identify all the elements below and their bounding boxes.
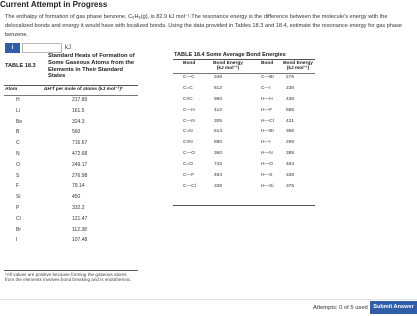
- table-row: [173, 117, 315, 128]
- heat-of-formation-value: 217.89: [72, 97, 88, 103]
- table-row: [4, 128, 138, 139]
- heat-of-formation-value: 332.2: [72, 204, 85, 211]
- atom-symbol: S: [16, 172, 20, 179]
- atom-symbol: F: [16, 183, 20, 190]
- table-18-4-header-bond: Bond: [261, 61, 274, 66]
- table-row: [173, 73, 315, 84]
- table-row: [4, 96, 138, 107]
- atom-symbol: Be: [16, 118, 23, 125]
- table-row: [4, 204, 138, 215]
- table-row: [173, 171, 315, 182]
- atom-symbol: P: [16, 204, 20, 211]
- table-row: [173, 84, 315, 95]
- atom-symbol: O: [16, 161, 20, 168]
- heat-of-formation-value: 112.38: [72, 226, 87, 233]
- table-row: [4, 161, 138, 172]
- heat-of-formation-value: 79.14: [72, 183, 85, 190]
- bond-name: C—N: [183, 118, 195, 124]
- table-row: [4, 118, 138, 129]
- bond-energy-value: 565: [286, 107, 295, 113]
- atom-symbol: Cl: [16, 215, 21, 222]
- atom-symbol: Li: [16, 107, 20, 114]
- table-row: [4, 139, 138, 150]
- atom-symbol: C: [16, 140, 20, 147]
- bond-energy-value: 276: [286, 75, 295, 80]
- bond-name: C≡C: [183, 96, 193, 102]
- bond-name: C—F: [183, 173, 195, 179]
- bond-name: C=C: [183, 85, 193, 91]
- bond-energy-value: 338: [286, 173, 295, 179]
- bond-name: H—Cl: [261, 118, 274, 124]
- bond-energy-value: 484: [214, 173, 223, 179]
- table-row: [173, 106, 315, 117]
- bond-energy-value: 388: [286, 151, 295, 157]
- table-18-4-rule: [173, 59, 315, 60]
- heat-of-formation-value: 276.98: [72, 172, 88, 179]
- bond-energy-value: 299: [286, 140, 295, 146]
- table-row: [4, 193, 138, 204]
- answer-input[interactable]: [22, 43, 62, 53]
- bond-energy-value: 431: [286, 118, 295, 124]
- bond-energy-value: 348: [214, 75, 223, 80]
- table-18-3-title: Standard Heats of Formation of Some Gaseous Atoms from the Elements in Their Standard States: [48, 53, 135, 80]
- bond-name: C—Br: [261, 75, 275, 80]
- bond-name: H—Si: [261, 183, 274, 189]
- atom-symbol: Si: [16, 194, 21, 201]
- footer-divider: [0, 299, 417, 300]
- bond-name: C=O: [183, 162, 193, 168]
- question-text: The enthalpy of formation of gas phase benzene, C₆H₆(g), is 82.9 kJ mol⁻¹.The resonance energy is the difference between the molecule's energy with the delocalized bonds and energy it would have with localized bonds. Using the data provided in Tables 18.3 and 18.4, estimate the resonance energy for gas phase benzene.: [5, 14, 403, 38]
- table-row: [173, 149, 315, 160]
- answer-unit: kJ: [65, 45, 71, 51]
- table-row: [4, 236, 138, 247]
- bond-energy-value: 743: [214, 162, 223, 168]
- table-18-4-header-energy: Bond Energy (kJ mol⁻¹): [213, 61, 243, 72]
- heat-of-formation-value: 472.68: [72, 150, 88, 157]
- bond-name: C—C: [183, 75, 195, 80]
- bond-energy-value: 890: [214, 140, 223, 146]
- bond-name: C—Cl: [183, 183, 196, 189]
- bond-name: H—O: [261, 162, 273, 168]
- table-row: [173, 95, 315, 106]
- table-row: [4, 226, 138, 237]
- bond-energy-value: 305: [214, 118, 223, 124]
- bond-name: C—O: [183, 151, 195, 157]
- attempts-counter: Attempts: 0 of 5 used: [313, 305, 368, 311]
- bond-name: C=N: [183, 129, 193, 135]
- table-18-3-header-value: ΔH°f per mole of atoms (kJ mol⁻¹)*: [44, 87, 123, 92]
- heat-of-formation-value: 107.48: [72, 237, 88, 244]
- table-18-4-title: TABLE 18.4 Some Average Bond Energies: [174, 52, 286, 58]
- bond-energy-value: 376: [286, 183, 295, 189]
- table-row: [173, 160, 315, 171]
- bond-name: H—I: [261, 140, 271, 146]
- table-18-3-label: TABLE 18.3: [5, 63, 36, 69]
- heat-of-formation-value: 324.3: [72, 118, 85, 125]
- table-row: [173, 138, 315, 149]
- page-title: Current Attempt in Progress: [0, 0, 108, 9]
- info-button[interactable]: i: [5, 43, 20, 53]
- bond-name: H—N: [261, 151, 273, 157]
- table-row: [4, 107, 138, 118]
- heat-of-formation-value: 121.47: [72, 215, 88, 222]
- bond-energy-value: 360: [214, 151, 223, 157]
- bond-name: H—H: [261, 96, 273, 102]
- atom-symbol: Br: [16, 226, 21, 233]
- bond-name: H—Br: [261, 129, 275, 135]
- bond-name: C—H: [183, 107, 195, 113]
- table-row: [4, 182, 138, 193]
- bond-name: H—F: [261, 107, 273, 113]
- atom-symbol: I: [16, 237, 18, 244]
- bond-energy-value: 960: [214, 96, 223, 102]
- bond-name: H—S: [261, 173, 273, 179]
- atom-symbol: H: [16, 97, 20, 103]
- bond-energy-value: 238: [286, 85, 295, 91]
- submit-answer-button[interactable]: Submit Answer: [370, 301, 417, 314]
- table-row: [173, 182, 315, 193]
- bond-energy-value: 612: [214, 85, 223, 91]
- heat-of-formation-value: 161.5: [72, 107, 85, 114]
- heat-of-formation-value: 450: [72, 194, 81, 201]
- table-18-3-footnote: *All values are positive because forming the gaseous atoms from the elements involves bond breaking and is endothermic.: [5, 272, 132, 283]
- table-row: [4, 215, 138, 226]
- bond-energy-value: 436: [286, 96, 295, 102]
- bond-energy-value: 613: [214, 129, 223, 135]
- heat-of-formation-value: 560: [72, 129, 81, 136]
- heat-of-formation-value: 716.67: [72, 140, 88, 147]
- atom-symbol: B: [16, 129, 20, 136]
- heat-of-formation-value: 249.17: [72, 161, 88, 168]
- table-18-4-header-bond: Bond: [183, 61, 196, 66]
- table-18-3-header-atom: Atom: [5, 87, 18, 92]
- atom-symbol: N: [16, 150, 20, 157]
- bond-energy-value: 463: [286, 162, 295, 168]
- bond-name: C—I: [261, 85, 271, 91]
- table-row: [173, 127, 315, 138]
- table-row: [4, 150, 138, 161]
- table-18-4-body: [173, 73, 315, 193]
- table-18-3-rule: [4, 85, 138, 86]
- bond-energy-value: 412: [214, 107, 223, 113]
- table-row: [4, 172, 138, 183]
- table-18-4-rule: [173, 205, 315, 206]
- table-18-3-rule: [4, 270, 138, 271]
- bond-energy-value: 366: [286, 129, 295, 135]
- bond-energy-value: 338: [214, 183, 223, 189]
- bond-name: C≡N: [183, 140, 193, 146]
- table-18-3-body: [4, 96, 138, 247]
- table-18-4-header-energy: Bond Energy (kJ mol⁻¹): [283, 61, 313, 72]
